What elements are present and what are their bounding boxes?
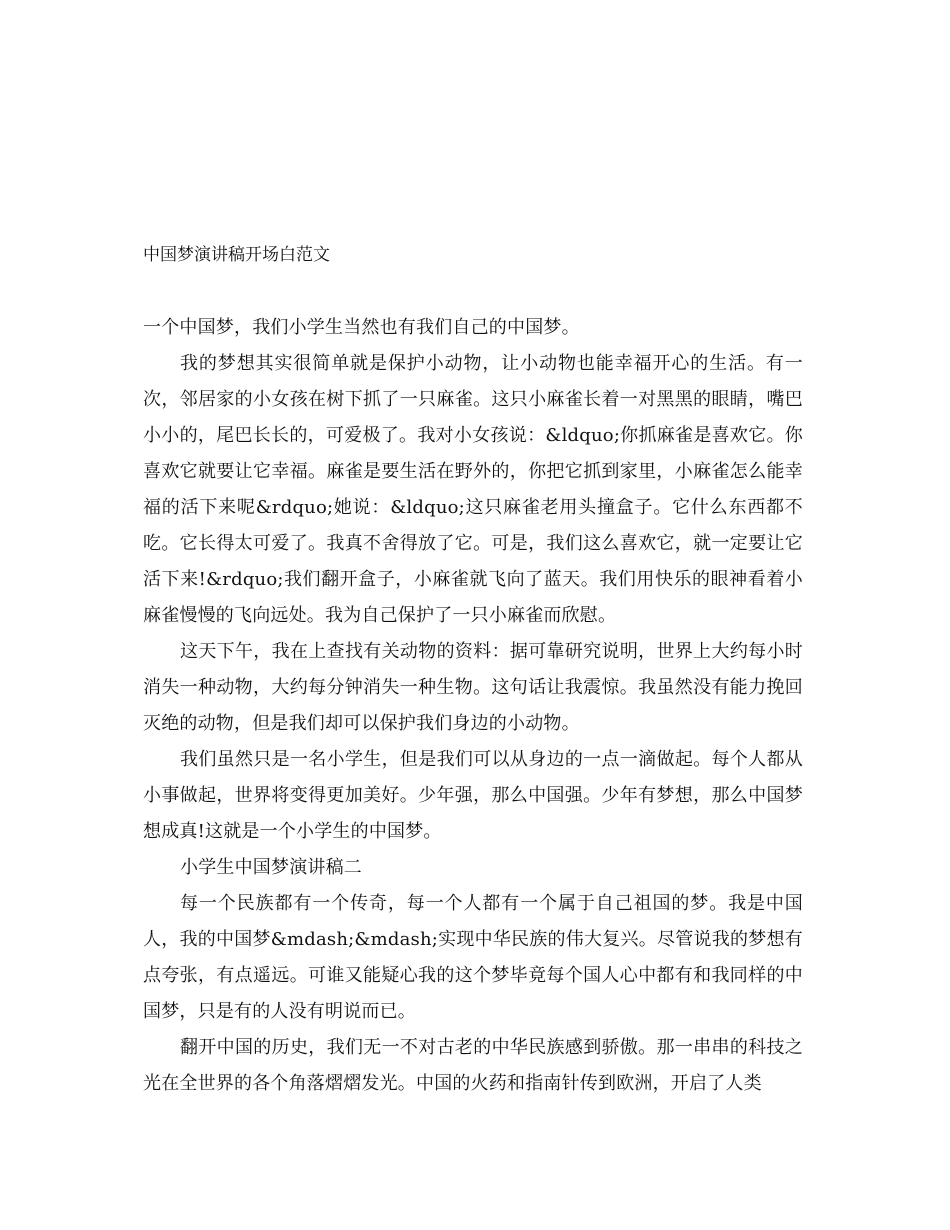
document-title: 中国梦演讲稿开场白范文 <box>143 245 330 265</box>
paragraph-1: 一个中国梦，我们小学生当然也有我们自己的中国梦。 <box>143 317 580 338</box>
paragraph-5: 每一个民族都有一个传奇，每一个人都有一个属于自己祖国的梦。我是中国人，我的中国梦&mdash;&mdash;实现中华民族的伟大复兴。尽管说我的梦想有点夸张，有点遥远。可谁又能疑心我的这个梦毕竟每个国人心中都有和我同样的中国梦，只是有的人没有明说而已。 <box>143 893 803 1022</box>
document-body <box>143 310 803 1102</box>
paragraph-2: 我的梦想其实很简单就是保护小动物，让小动物也能幸福开心的生活。有一次，邻居家的小女孩在树下抓了一只麻雀。这只小麻雀长着一对黑黑的眼睛，嘴巴小小的，尾巴长长的，可爱极了。我对小女孩说：&ldquo;你抓麻雀是喜欢它。你喜欢它就要让它幸福。麻雀是要生活在野外的，你把它抓到家里，小麻雀怎么能幸福的活下来呢&rdquo;她说：&ldquo;这只麻雀老用头撞盒子。它什么东西都不吃。它长得太可爱了。我真不舍得放了它。可是，我们这么喜欢它，就一定要让它活下来!&rdquo;我们翻开盒子，小麻雀就飞向了蓝天。我们用快乐的眼神看着小麻雀慢慢的飞向远处。我为自己保护了一只小麻雀而欣慰。 <box>143 353 803 626</box>
paragraph-6: 翻开中国的历史，我们无一不对古老的中华民族感到骄傲。那一串串的科技之光在全世界的各个角落熠熠发光。中国的火药和指南针传到欧洲，开启了人类 <box>143 1037 803 1094</box>
section-heading-2: 小学生中国梦演讲稿二 <box>180 857 362 878</box>
paragraph-4: 我们虽然只是一名小学生，但是我们可以从身边的一点一滴做起。每个人都从小事做起，世界将变得更加美好。少年强，那么中国强。少年有梦想，那么中国梦想成真!这就是一个小学生的中国梦。 <box>143 749 803 842</box>
paragraph-3: 这天下午，我在上查找有关动物的资料：据可靠研究说明，世界上大约每小时消失一种动物，大约每分钟消失一种生物。这句话让我震惊。我虽然没有能力挽回灭绝的动物，但是我们却可以保护我们身边的小动物。 <box>143 641 803 734</box>
